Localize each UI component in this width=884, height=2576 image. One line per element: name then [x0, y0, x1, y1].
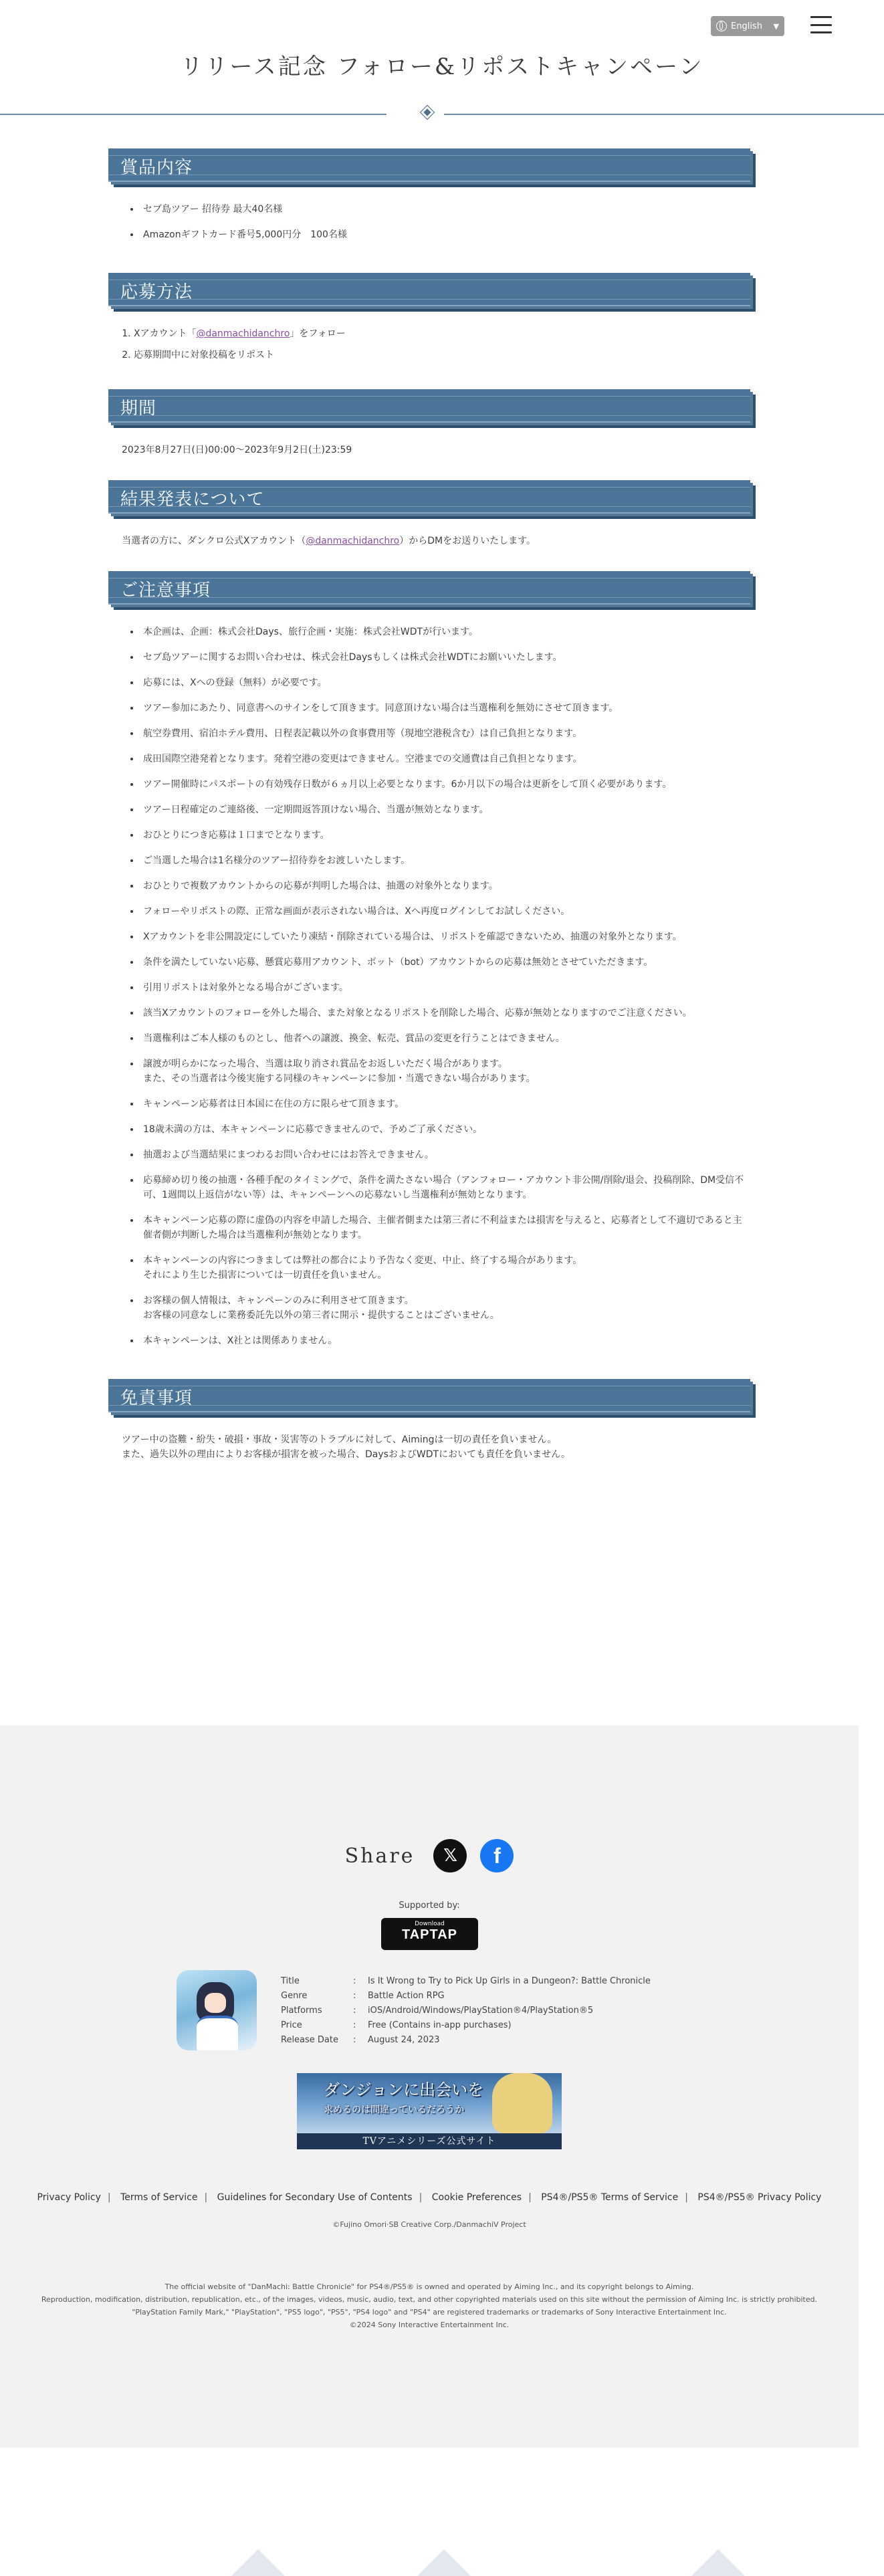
decorative-triangle — [691, 2549, 745, 2576]
game-info — [281, 1974, 651, 2048]
apply-steps — [108, 326, 750, 362]
copyright: ©Fujino Omori·SB Creative Corp./DanmachiⅤ Project — [332, 2220, 526, 2229]
privacy-policy-link[interactable]: Privacy Policy — [37, 2192, 101, 2203]
anime-logo: ダンジョンに出会いを 求めるのは間違っているだろうか — [324, 2080, 484, 2115]
list-item: • 18歳未満の方は、本キャンペーンに応募できませんので、予めご了承ください。 — [140, 1122, 750, 1137]
title-divider — [0, 110, 884, 119]
guidelines-link[interactable]: Guidelines for Secondary Use of Contents — [217, 2192, 413, 2203]
list-item: • セブ島ツアー 招待券 最大40名様 — [140, 202, 750, 217]
list-item: • 本キャンペーン応募の際に虚偽の内容を申請した場合、主催者側または第三者に不利益または損害を与えると、応募者として不適切であると主催者側が判断した場合は当選権利が無効となります。 — [140, 1213, 750, 1243]
list-item: 2. 応募期間中に対象投稿をリポスト — [134, 348, 750, 362]
list-item: • 譲渡が明らかになった場合、当選は取り消され賞品をお返しいただく場合があります。 また、その当選者は今後実施する同様のキャンペーンに参加・当選できない場合があります。 — [140, 1057, 750, 1086]
menu-icon[interactable] — [810, 16, 832, 33]
list-item: • 当選権利はご本人様のものとし、他者への譲渡、換金、転売、賞品の変更を行うことはできません。 — [140, 1031, 750, 1046]
list-item: • 抽選および当選結果にまつわるお問い合わせにはお答えできません。 — [140, 1148, 750, 1162]
section-heading-notes: ご注意事項 — [108, 571, 750, 610]
terms-link[interactable]: Terms of Service — [120, 2192, 198, 2203]
list-item: • フォローやリポストの際、正常な画面が表示されない場合は、Xへ再度ログインしてお試しください。 — [140, 904, 750, 919]
ps-terms-link[interactable]: PS4®/PS5® Terms of Service — [541, 2192, 679, 2203]
section-heading-results: 結果発表について — [108, 480, 750, 519]
footer — [0, 1725, 859, 2448]
info-row: Genre : Battle Action RPG — [281, 1991, 445, 2001]
list-item: • 該当Xアカウントのフォローを外した場合、また対象となるリポストを削除した場合、応募が無効となりますのでご注意ください。 — [140, 1006, 750, 1021]
x-share-icon[interactable]: 𝕏 — [433, 1839, 467, 1872]
list-item: • Amazonギフトカード番号5,000円分 100名様 — [140, 227, 750, 242]
list-item: • セブ島ツアーに関するお問い合わせは、株式会社Daysもしくは株式会社WDTにお願いいたします。 — [140, 650, 750, 665]
section-heading-apply: 応募方法 — [108, 273, 750, 312]
supported-by-label: Supported by: — [399, 1901, 460, 1911]
list-item: • おひとりにつき応募は１口までとなります。 — [140, 828, 750, 843]
list-item: • 本キャンペーンは、X社とは関係ありません。 — [140, 1333, 750, 1348]
info-row: Price : Free (Contains in-app purchases) — [281, 2020, 512, 2030]
globe-icon — [716, 21, 727, 31]
section-heading-disclaimer: 免責事項 — [108, 1379, 750, 1418]
list-item: • 引用リポストは対象外となる場合がございます。 — [140, 980, 750, 995]
taptap-badge[interactable]: Download TAPTAP — [381, 1918, 478, 1950]
share-label: Share — [344, 1844, 415, 1868]
x-account-link[interactable]: @danmachidanchro — [196, 328, 290, 339]
list-item: • 応募には、Xへの登録（無料）が必要です。 — [140, 675, 750, 690]
cookie-preferences-link[interactable]: Cookie Preferences — [431, 2192, 522, 2203]
results-text: 当選者の方に、ダンクロ公式Xアカウント（@danmachidanchro）からDMをお送りいたします。 — [122, 536, 536, 546]
banner-caption: TVアニメシリーズ公式サイト — [297, 2133, 562, 2149]
info-row: Platforms : iOS/Android/Windows/PlayStation®4/PlayStation®5 — [281, 2006, 594, 2016]
diamond-ornament-icon — [421, 106, 434, 119]
section-heading-period: 期間 — [108, 389, 750, 428]
disclaimer-text: ツアー中の盗難・紛失・破損・事故・災害等のトラブルに対して、Aimingは一切の責任を負いません。 また、過失以外の理由によりお客様が損害を被った場合、DaysおよびWDTにおいても責任を負いません。 — [122, 1434, 570, 1460]
list-item: • おひとりで複数アカウントからの応募が判明した場合は、抽選の対象外となります。 — [140, 879, 750, 893]
ps-privacy-link[interactable]: PS4®/PS5® Privacy Policy — [697, 2192, 822, 2203]
notes-list — [108, 625, 750, 1348]
list-item: • ご当選した場合は1名様分のツアー招待券をお渡しいたします。 — [140, 853, 750, 868]
list-item: • 本キャンペーンの内容につきましては弊社の都合により予告なく変更、中止、終了する場合があります。 それにより生じた損害については一切責任を負いません。 — [140, 1253, 750, 1283]
footer-links: Privacy Policy | Terms of Service | Guidelines for Secondary Use of Contents | Cookie Preferences | PS4®/PS5® Terms of Service | PS4®/PS5® Privacy Policy — [37, 2192, 822, 2203]
x-account-link[interactable]: @danmachidanchro — [306, 536, 400, 546]
info-row: Release Date : August 24, 2023 — [281, 2035, 440, 2045]
list-item: • ツアー参加にあたり、同意書へのサインをして頂きます。同意頂けない場合は当選権利を無効にさせて頂きます。 — [140, 701, 750, 716]
list-item: • キャンペーン応募者は日本国に在住の方に限らせて頂きます。 — [140, 1097, 750, 1111]
list-item: • ツアー開催時にパスポートの有効残存日数が６ヵ月以上必要となります。6か月以下の場合は更新をして頂く必要があります。 — [140, 777, 750, 792]
decorative-triangle — [417, 2549, 471, 2576]
list-item: • 条件を満たしていない応募、懸賞応募用アカウント、ボット（bot）アカウントからの応募は無効とさせていただきます。 — [140, 955, 750, 970]
list-item: • お客様の個人情報は、キャンペーンのみに利用させて頂きます。 お客様の同意なしに業務委託先以外の第三者に開示・提供することはございません。 — [140, 1293, 750, 1323]
game-app-icon — [177, 1970, 257, 2050]
chevron-down-icon: ▼ — [773, 21, 779, 31]
language-selector[interactable] — [711, 16, 784, 36]
share-row — [0, 1839, 859, 1872]
facebook-share-icon[interactable]: f — [480, 1839, 514, 1872]
list-item: • 航空券費用、宿泊ホテル費用、日程表記載以外の食事費用等（現地空港税含む）は自己負担となります。 — [140, 726, 750, 741]
character-illustration — [492, 2073, 552, 2133]
period-text: 2023年8月27日(日)00:00〜2023年9月2日(土)23:59 — [122, 445, 352, 455]
prize-list — [108, 202, 750, 242]
list-item: • Xアカウントを非公開設定にしていたり凍結・削除されている場合は、リポストを確認できないため、抽選の対象外となります。 — [140, 930, 750, 944]
section-heading-prize: 賞品内容 — [108, 148, 750, 187]
page-title: リリース記念 フォロー&リポストキャンペーン — [180, 53, 704, 80]
list-item: • 本企画は、企画：株式会社Days、旅行企画・実施：株式会社WDTが行います。 — [140, 625, 750, 639]
main-content — [108, 148, 750, 1462]
list-item: • 成田国際空港発着となります。発着空港の変更はできません。空港までの交通費は自己負担となります。 — [140, 752, 750, 766]
list-item: 1. Xアカウント「@danmachidanchro」をフォロー — [134, 326, 750, 341]
anime-site-banner[interactable] — [297, 2073, 562, 2149]
legal-text: The official website of "DanMachi: Battle Chronicle" for PS4®/PS5® is owned and operated by Aiming Inc., and its copyright belongs to Aiming. Reproduction, modification, distribution, republication, etc., of the images, videos, music, audio, text, and other copyrighted materials used on this site without the permission of Aiming Inc. is strictly prohibited. "PlayStation Family Mark," "PlayStation", "PS5 logo", "PS5", "PS4 logo" and "PS4" are registered trademarks or trademarks of Sony Interactive Entertainment Inc. ©2024 Sony Interactive Entertainment Inc. — [41, 2282, 818, 2329]
list-item: • 応募締め切り後の抽選・各種手配のタイミングで、条件を満たさない場合（アンフォロー・アカウント非公開/削除/退会、投稿削除、DM受信不可、1週間以上返信がない等）は、キャンペーンへの応募ないし当選権利が無効となります。 — [140, 1173, 750, 1202]
list-item: • ツアー日程確定のご連絡後、一定期間返答頂けない場合、当選が無効となります。 — [140, 802, 750, 817]
language-label: English — [731, 21, 762, 31]
info-row: Title : Is It Wrong to Try to Pick Up Girls in a Dungeon?: Battle Chronicle — [281, 1976, 651, 1986]
decorative-triangle — [231, 2549, 285, 2576]
